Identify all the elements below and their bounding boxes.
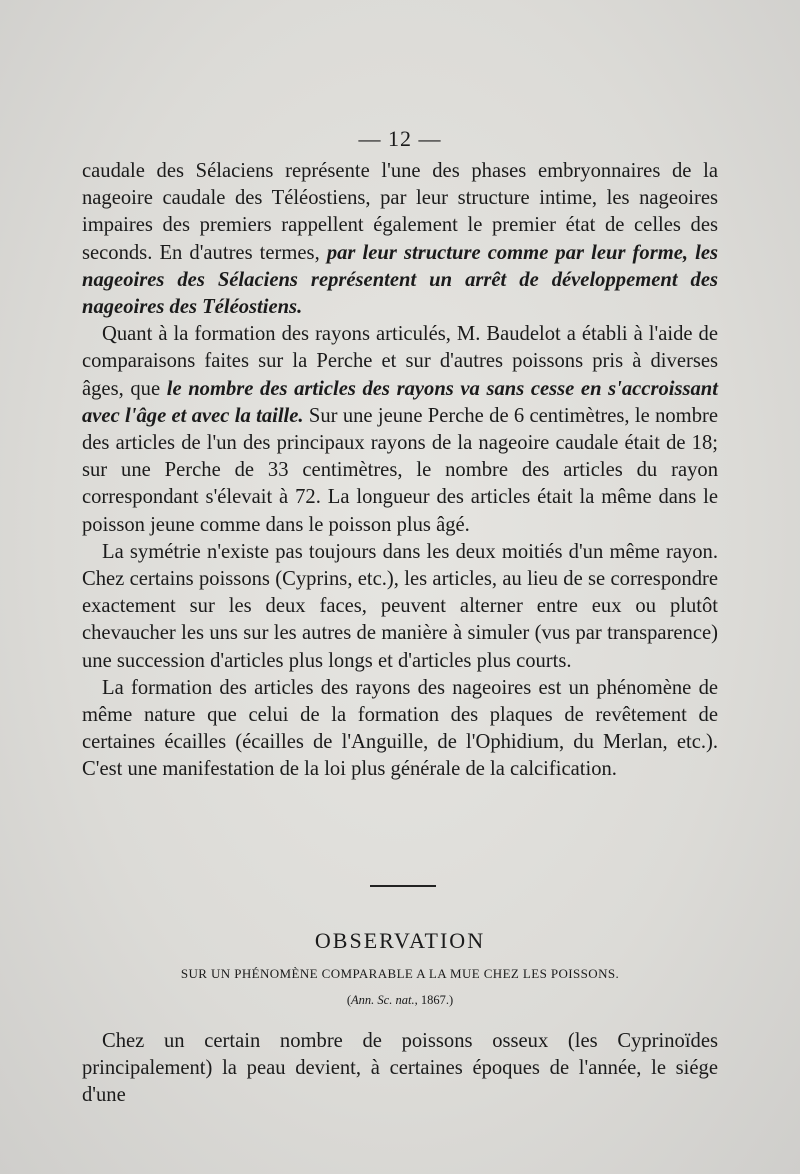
section-reference <box>0 993 800 1008</box>
text-run: caudale des Sélaciens représente l'une des phases embryonnaires de la nageoire caudale des Téléostiens, par leur structure intime, les nageoires impaires des premiers rappellent également le premier état de celles des seconds. En d'autres termes, <box>82 160 718 264</box>
paragraph <box>82 321 718 539</box>
reference-year: , 1867.) <box>414 993 454 1007</box>
text-run: Sur une jeune Perche de 6 centimètres, le nombre des articles de l'un des principaux rayons de la nageoire caudale était de 18; sur une Perche de 33 centimètres, le nombre des articles du rayon correspondant s'élevait à 72. La longueur des articles était la même dans le poisson jeune comme dans le poisson plus âgé. <box>82 404 718 536</box>
reference-journal: Ann. Sc. nat. <box>351 993 415 1007</box>
reference-open: ( <box>346 993 352 1007</box>
section-subtitle: SUR UN PHÉNOMÈNE COMPARABLE A LA MUE CHEZ LES POISSONS. <box>180 966 620 981</box>
section-divider <box>370 885 436 887</box>
observation-text <box>82 1028 718 1110</box>
text-run: La formation des articles des rayons des nageoires est un phénomène de même nature que celui de la formation des plaques de revêtement de certaines écailles (écailles de l'Anguille, de l'Ophidium, du Merlan, etc.). C'est une manifestation de la loi plus générale de la calcification. <box>82 676 718 781</box>
italic-run: le nombre des articles des rayons va sans cesse en s'accroissant avec l'âge et avec la taille. <box>82 377 718 427</box>
text-run: Quant à la formation des rayons articulés, M. Baudelot a établi à l'aide de comparaisons faites sur la Perche et sur d'autres poissons pris à diverses âges, que <box>82 323 718 400</box>
paragraph <box>82 158 718 321</box>
text-run: La symétrie n'existe pas toujours dans les deux moitiés d'un même rayon. Chez certains poissons (Cyprins, etc.), les articles, au lieu de se correspondre exactement sur les deux faces, peuvent alterner entre eux ou plutôt chevaucher les uns sur les autres de manière à simuler (vus par transparence) une succession d'articles plus longs et d'articles plus courts. <box>82 540 718 672</box>
italic-run: par leur structure comme par leur forme, les nageoires des Sélaciens représentent un arrêt de développement des nageoires des Téléostiens. <box>82 241 718 319</box>
section-title: OBSERVATION <box>314 928 486 953</box>
page-number: — 12 — <box>358 126 442 151</box>
paragraph <box>82 675 718 784</box>
paragraph <box>82 539 718 675</box>
body-text <box>82 158 718 784</box>
observation-paragraph: Chez un certain nombre de poissons osseux (les Cyprinoïdes principalement) la peau devient, à certaines époques de l'année, le siége d'une <box>82 1030 718 1107</box>
